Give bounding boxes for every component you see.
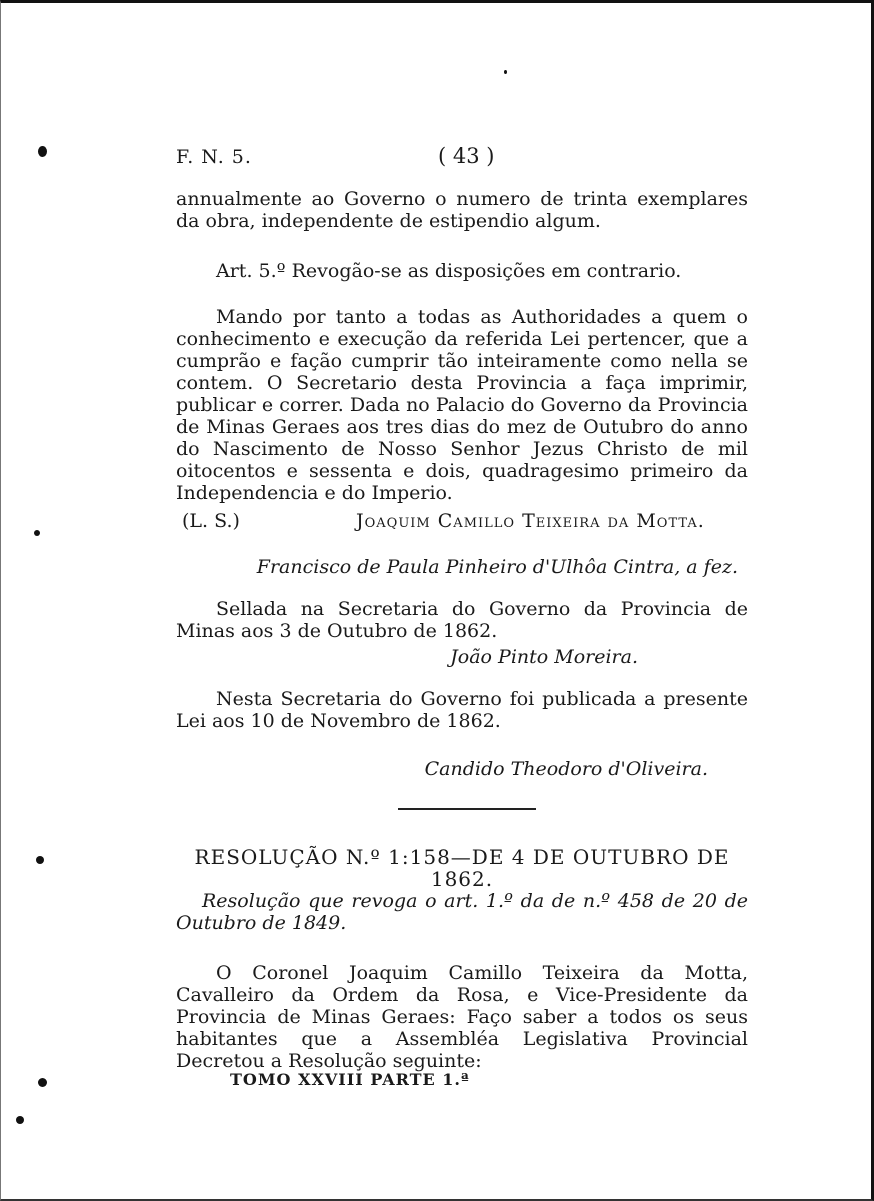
mando-paragraph: Mando por tanto a todas as Authoridades a quem o conhecimento e execução da referida Lei pertencer, que a cumprão e fação cumprir tão inteiramente como nella se contem. O Secretario desta Provincia a faça imprimir, publicar e correr. Dada no Palacio do Governo da Provincia de Minas Geraes aos tres dias do mez de Outubro do anno do Nascimento de Nosso Senhor Jezus Christo de mil oitocentos e sessenta e dois, quadragesimo primeiro da Independencia e do Imperio. (176, 306, 748, 504)
margin-speck (36, 856, 44, 864)
margin-speck (34, 530, 40, 536)
resolution-title: RESOLUÇÃO N.º 1:158—DE 4 DE OUTUBRO DE 1862. (194, 845, 730, 891)
paragraph-continuation: annualmente ao Governo o numero de trinta exemplares da obra, independente de estipendio algum. (176, 188, 748, 232)
signature-motta: Joaquim Camillo Teixeira da Motta. (356, 510, 705, 532)
seal-mark: (L. S.) (182, 510, 240, 532)
margin-speck (504, 70, 507, 74)
margin-speck (38, 1078, 47, 1087)
sellada-paragraph: Sellada na Secretaria do Governo da Provincia de Minas aos 3 de Outubro de 1862. (176, 598, 748, 642)
margin-speck (38, 146, 47, 157)
signature-oliveira: Candido Theodoro d'Oliveira. (424, 758, 708, 780)
signature-cintra: Francisco de Paula Pinheiro d'Ulhôa Cintra, a fez. (256, 556, 738, 578)
resolution-intro: O Coronel Joaquim Camillo Teixeira da Motta, Cavalleiro da Ordem da Rosa, e Vice-Presidente da Provincia de Minas Geraes: Faço saber a todos os seus habitantes que a Assembléa Legislativa Provincial Decretou a Resolução seguinte: (176, 962, 748, 1072)
resolution-summary: Resolução que revoga o art. 1.º da de n.º 458 de 20 de Outubro de 1849. (176, 890, 748, 934)
article-5: Art. 5.º Revogão-se as disposições em contrario. (216, 260, 682, 282)
page-number: ( 43 ) (438, 144, 495, 168)
series-mark: F. N. 5. (176, 146, 252, 168)
section-divider (398, 808, 536, 810)
margin-speck (16, 1116, 24, 1124)
nesta-paragraph: Nesta Secretaria do Governo foi publicada a presente Lei aos 10 de Novembro de 1862. (176, 688, 748, 732)
signature-moreira: João Pinto Moreira. (450, 646, 638, 668)
page-footer: TOMO XXVIII PARTE 1.ª (230, 1070, 470, 1089)
page-header (176, 144, 746, 172)
